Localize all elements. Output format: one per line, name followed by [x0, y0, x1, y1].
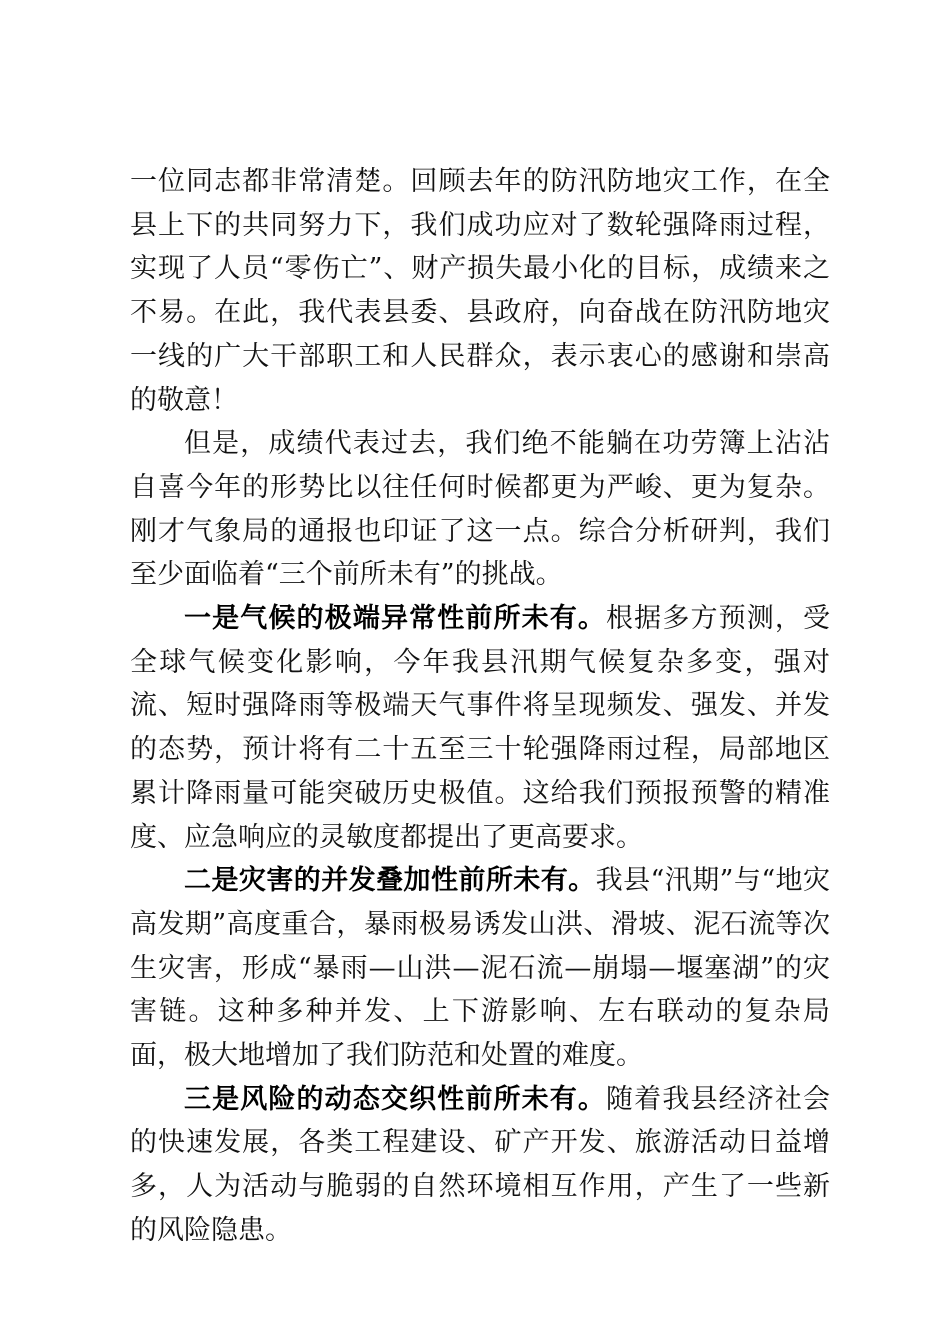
paragraph-4-lead: 二是灾害的并发叠加性前所未有。 [184, 865, 596, 897]
document-body [130, 160, 830, 1253]
paragraph-2-text: 但是，成绩代表过去，我们绝不能躺在功劳簿上沾沾自喜今年的形势比以往任何时候都更为严峻、更为复杂。刚才气象局的通报也印证了这一点。综合分析研判，我们至少面临着“三个前所未有”的挑战。 [130, 428, 830, 591]
paragraph-5 [130, 1078, 830, 1253]
paragraph-3-lead: 一是气候的极端异常性前所未有。 [184, 603, 607, 635]
paragraph-5-lead: 三是风险的动态交织性前所未有。 [184, 1083, 607, 1115]
paragraph-3-text: 根据多方预测，受全球气候变化影响，今年我县汛期气候复杂多变，强对流、短时强降雨等极端天气事件将呈现频发、强发、并发的态势，预计将有二十五至三十轮强降雨过程，局部地区累计降雨量可能突破历史极值。这给我们预报预警的精准度、应急响应的灵敏度都提出了更高要求。 [130, 603, 831, 853]
paragraph-5-text: 随着我县经济社会的快速发展，各类工程建设、矿产开发、旅游活动日益增多，人为活动与脆弱的自然环境相互作用，产生了一些新的风险隐患。 [130, 1083, 831, 1246]
paragraph-2 [130, 422, 830, 597]
paragraph-4 [130, 859, 830, 1078]
paragraph-1-text: 一位同志都非常清楚。回顾去年的防汛防地灾工作，在全县上下的共同努力下，我们成功应对了数轮强降雨过程，实现了人员“零伤亡”、财产损失最小化的目标，成绩来之不易。在此，我代表县委、县政府，向奋战在防汛防地灾一线的广大干部职工和人民群众，表示衷心的感谢和崇高的敬意！ [130, 166, 830, 416]
paragraph-1 [130, 160, 830, 422]
paragraph-4-text: 我县“汛期”与“地灾高发期”高度重合，暴雨极易诱发山洪、滑坡、泥石流等次生灾害，形成“暴雨—山洪—泥石流—崩塌—堰塞湖”的灾害链。这种多种并发、上下游影响、左右联动的复杂局面，极大地增加了我们防范和处置的难度。 [130, 865, 831, 1072]
paragraph-3 [130, 597, 830, 859]
